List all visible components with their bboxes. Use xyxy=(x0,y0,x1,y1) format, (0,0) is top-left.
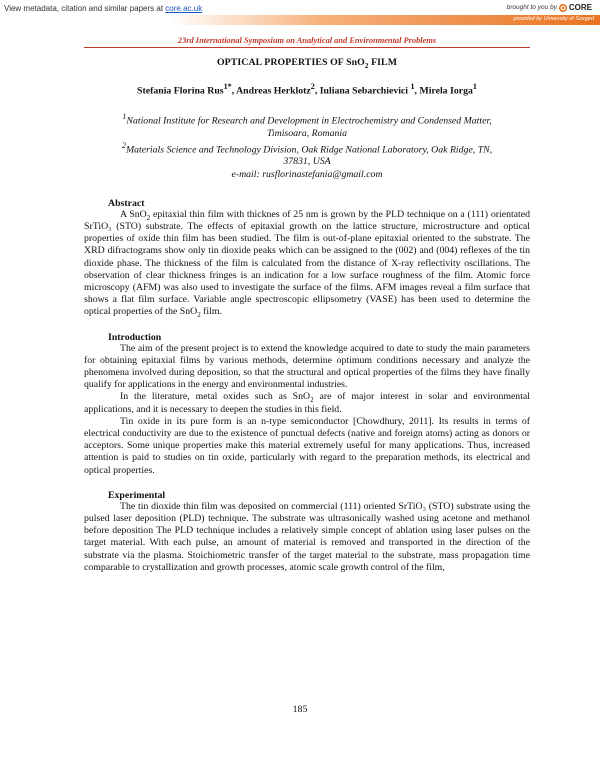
author-sup: 1 xyxy=(472,82,477,91)
author-email: e-mail: rusflorinastefania@gmail.com xyxy=(231,168,383,180)
abstract-text: epitaxial thin film with thicknes of 25 nm is grown by the PLD technique on a (111) orientated SrTiO₃ (STO) substrate. The effects of epitaxial growth on the lattice structure, microstructure and optical properties of oxide thin film has been studied. The film is out-of-plane epitaxial oriented to the substrate. The XRD difractograms show only tin dioxide peaks which can be assigned to the (002) and (004) reflexes of the tin dioxide phase. The thickness of the film is calculated from the distance of X-ray reflectivity oscillations. The observation of clear thickness fringes is an indication for a low surface roughness of the film. Atomic force microscopy (AFM) was also used to investigate the surface of the films. AFM images reveal a film surface that shows a flat film surface. Variable angle spectroscopic ellipsometry (VASE) has been used to determine the optical properties of the SnO xyxy=(84,208,531,318)
author-sup: 1 xyxy=(410,82,415,91)
abstract-heading: Abstract xyxy=(108,197,145,209)
metadata-text: View metadata, citation and similar papers at xyxy=(4,4,164,13)
affiliation-line xyxy=(84,111,530,127)
title-sub: 2 xyxy=(364,61,369,70)
affiliation-line: 37831, USA xyxy=(283,156,331,168)
affiliation-text: National Institute for Research and Development in Electrochemistry and Condensed Matter, xyxy=(126,115,492,127)
affiliation-text: Materials Science and Technology Division, Oak Ridge National Laboratory, Oak Ridge, TN, xyxy=(125,144,493,156)
introduction-heading: Introduction xyxy=(108,331,162,343)
affiliation-sup: 1 xyxy=(122,112,127,122)
symposium-header: 23rd International Symposium on Analytical and Environmental Problems xyxy=(177,36,437,45)
author-name: Iuliana Sebarchievici xyxy=(319,85,409,97)
core-banner xyxy=(0,0,600,26)
experimental-paragraph: The tin dioxide thin film was deposited on commercial (111) oriented SrTiO₃ (STO) substrate using the pulsed laser deposition (PLD) technique. The substrate was ultrasonically washed using acetone and methanol before deposition The PLD technique includes a relatively simple concept of ablation using laser pulses on the target material. With each pulse, an amount of material is removed and transported in the direction of the substrate via the plasma. Stoichiometric transfer of the target material to the substrate, mass propagation time comparable to crystallization and growth processes, atomic scale growth control of the film, xyxy=(84,500,530,573)
intro-sub: 2 xyxy=(310,396,314,405)
core-link[interactable]: core.ac.uk xyxy=(165,4,203,13)
core-logo-label: CORE xyxy=(568,3,592,12)
paper-title xyxy=(84,57,530,68)
author-name: Mirela Iorga xyxy=(419,85,473,97)
author-name: Stefania Florina Rus xyxy=(137,85,224,97)
page-number: 185 xyxy=(292,704,308,715)
header-rule xyxy=(84,47,530,48)
affiliation-sup: 2 xyxy=(121,140,126,150)
abstract-sub: 2 xyxy=(146,213,151,222)
intro-paragraph: Tin oxide in its pure form is an n-type semiconductor [Chowdhury, 2011]. Its results in terms of electrical conductivity are due to the existence of punctual defects (native and foreign atoms) acting as donors or acceptors. Some unique properties make this material extremely useful for many applications. Thus, increased attention is paid to studies on tin oxide, particularly with regard to the preparation methods, its electrical and optical properties. xyxy=(84,415,530,476)
core-logo-icon xyxy=(559,4,567,12)
abstract-paragraph xyxy=(84,209,530,319)
abstract-text: A SnO xyxy=(120,208,147,220)
abstract-sub: 2 xyxy=(197,311,201,320)
intro-paragraph xyxy=(84,391,530,415)
author-sup: 2 xyxy=(310,82,315,91)
brought-by-text: brought to you by xyxy=(506,4,557,11)
author-list: Stefania Florina Rus$^{1*}$, Andreas Herklotz$^2$, Iuliana Sebarchievici $^1$, Mirela Iorga$^1$ xyxy=(137,82,477,97)
experimental-heading: Experimental xyxy=(108,489,166,501)
affiliations xyxy=(84,111,530,181)
affiliation-line: Timisoara, Romania xyxy=(266,127,348,139)
core-logo[interactable] xyxy=(559,3,592,12)
title-suffix: FILM xyxy=(368,57,398,68)
metadata-notice xyxy=(4,4,202,13)
intro-text: In the literature, metal oxides such as SnO xyxy=(120,391,311,403)
paper-page xyxy=(84,36,530,574)
provided-by-strip xyxy=(170,15,600,25)
brought-by xyxy=(507,3,592,12)
abstract-text: film. xyxy=(200,306,222,318)
affiliation-line xyxy=(84,140,530,156)
provided-by-text: provided by University of Szeged xyxy=(513,16,594,22)
author-sup: 1* xyxy=(223,82,232,91)
intro-paragraph: The aim of the present project is to extend the knowledge acquired to date to study the main parameters for obtaining epitaxial films by various methods, determine optimum conditions necessary and analyze the phenomena involved during deposition, so that the structural and optical properties of the films they have finally qualify for applications in the energy and environmental industries. xyxy=(84,342,530,391)
author-name: Andreas Herklotz xyxy=(236,85,311,97)
intro-text: are of major interest in solar and environmental applications, and it is necessary to deepen the studies in this field. xyxy=(84,391,530,415)
title-prefix: OPTICAL PROPERTIES OF SnO xyxy=(216,57,365,68)
